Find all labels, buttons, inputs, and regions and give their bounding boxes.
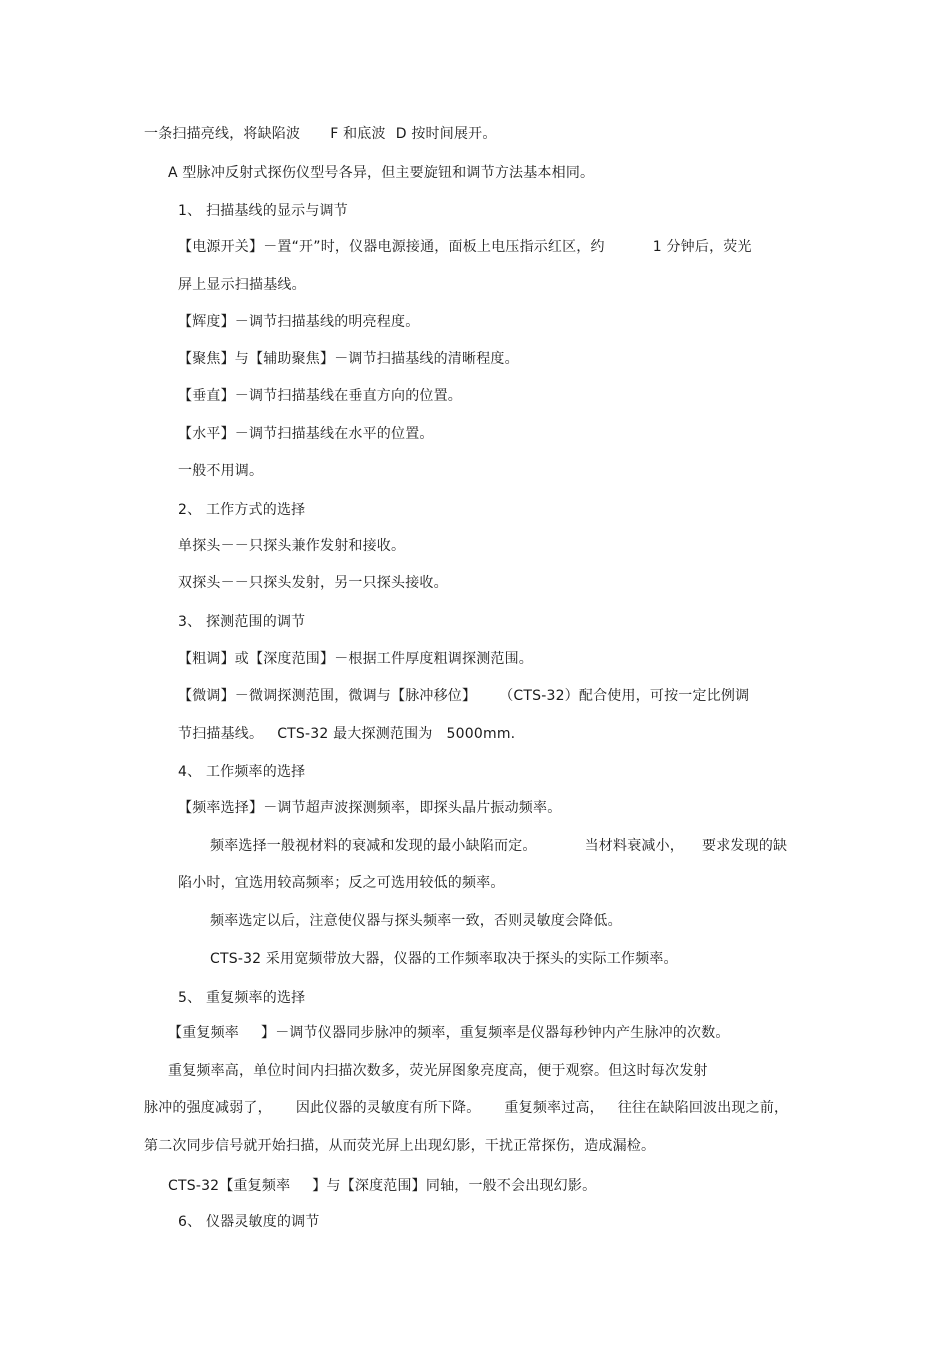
text-line: 第二次同步信号就开始扫描，从而荧光屏上出现幻影，干扰正常探伤，造成漏检。 xyxy=(144,1138,656,1154)
text-line: CTS-32 采用宽频带放大器，仪器的工作频率取决于探头的实际工作频率。 xyxy=(210,951,678,967)
section-heading-6: 6、 仪器灵敏度的调节 xyxy=(178,1214,320,1230)
text-line: 【辉度】－调节扫描基线的明亮程度。 xyxy=(178,314,420,330)
section-heading-2: 2、 工作方式的选择 xyxy=(178,502,306,518)
text-line: 陷小时，宜选用较高频率；反之可选用较低的频率。 xyxy=(178,875,505,891)
text-line xyxy=(178,686,749,706)
text-span: 当材料衰减小， xyxy=(584,838,685,854)
text-line: 一般不用调。 xyxy=(178,463,264,479)
text-line xyxy=(144,124,497,144)
text-span: 因此仪器的灵敏度有所下降。 xyxy=(295,1100,481,1116)
text-span: 【微调】－微调探测范围，微调与【脉冲移位】 xyxy=(178,688,477,704)
section-heading-1: 1、 扫描基线的显示与调节 xyxy=(178,203,348,219)
text-span: 【重复频率 xyxy=(168,1025,239,1041)
text-span: 重复频率过高， xyxy=(504,1100,604,1116)
text-line: 单探头－－只探头兼作发射和接收。 xyxy=(178,538,406,554)
text-line: 【聚焦】与【辅助聚焦】－调节扫描基线的清晰程度。 xyxy=(178,351,519,367)
section-heading-5: 5、 重复频率的选择 xyxy=(178,990,306,1006)
text-span: 】与【深度范围】同轴，一般不会出现幻影。 xyxy=(312,1178,597,1194)
text-span: 频率选择一般视材料的衰减和发现的最小缺陷而定。 xyxy=(210,838,537,854)
text-span: 一条扫描亮线，将缺陷波 xyxy=(144,126,301,142)
text-span: （CTS-32）配合使用，可按一定比例调 xyxy=(506,688,750,704)
text-span: 1 分钟后，荧光 xyxy=(652,239,752,255)
text-span: 节扫描基线。 xyxy=(178,726,264,742)
text-line xyxy=(168,1176,596,1196)
text-line: 【频率选择】－调节超声波探测频率，即探头晶片振动频率。 xyxy=(178,800,562,816)
text-line: 双探头－－只探头发射，另一只探头接收。 xyxy=(178,575,448,591)
text-span: D 按时间展开。 xyxy=(395,126,497,142)
text-line xyxy=(178,724,515,744)
text-span: 5000mm. xyxy=(446,726,516,742)
text-span: 【电源开关】－置“开”时，仪器电源接通，面板上电压指示红区，约 xyxy=(178,239,605,255)
text-line xyxy=(144,1098,788,1118)
text-span: 往往在缺陷回波出现之前， xyxy=(617,1100,789,1116)
text-span: 脉冲的强度减弱了， xyxy=(144,1100,272,1116)
text-line: 屏上显示扫描基线。 xyxy=(178,277,306,293)
text-span: 要求发现的缺 xyxy=(702,838,788,854)
section-heading-4: 4、 工作频率的选择 xyxy=(178,764,306,780)
text-line xyxy=(178,237,752,257)
text-line: 【垂直】－调节扫描基线在垂直方向的位置。 xyxy=(178,388,462,404)
text-span: F 和底波 xyxy=(330,126,386,142)
text-line: 重复频率高，单位时间内扫描次数多，荧光屏图象亮度高，便于观察。但这时每次发射 xyxy=(168,1063,708,1079)
text-line xyxy=(168,1023,730,1043)
text-line: 频率选定以后，注意使仪器与探头频率一致，否则灵敏度会降低。 xyxy=(210,913,622,929)
text-line xyxy=(210,836,787,856)
text-span: CTS-32 最大探测范围为 xyxy=(277,726,433,742)
text-span: CTS-32【重复频率 xyxy=(168,1178,291,1194)
text-span: 】－调节仪器同步脉冲的频率，重复频率是仪器每秒钟内产生脉冲的次数。 xyxy=(261,1025,730,1041)
section-heading-3: 3、 探测范围的调节 xyxy=(178,614,306,630)
paragraph-intro: A 型脉冲反射式探伤仪型号各异，但主要旋钮和调节方法基本相同。 xyxy=(168,165,595,181)
text-line: 【粗调】或【深度范围】－根据工件厚度粗调探测范围。 xyxy=(178,651,533,667)
text-line: 【水平】－调节扫描基线在水平的位置。 xyxy=(178,426,434,442)
